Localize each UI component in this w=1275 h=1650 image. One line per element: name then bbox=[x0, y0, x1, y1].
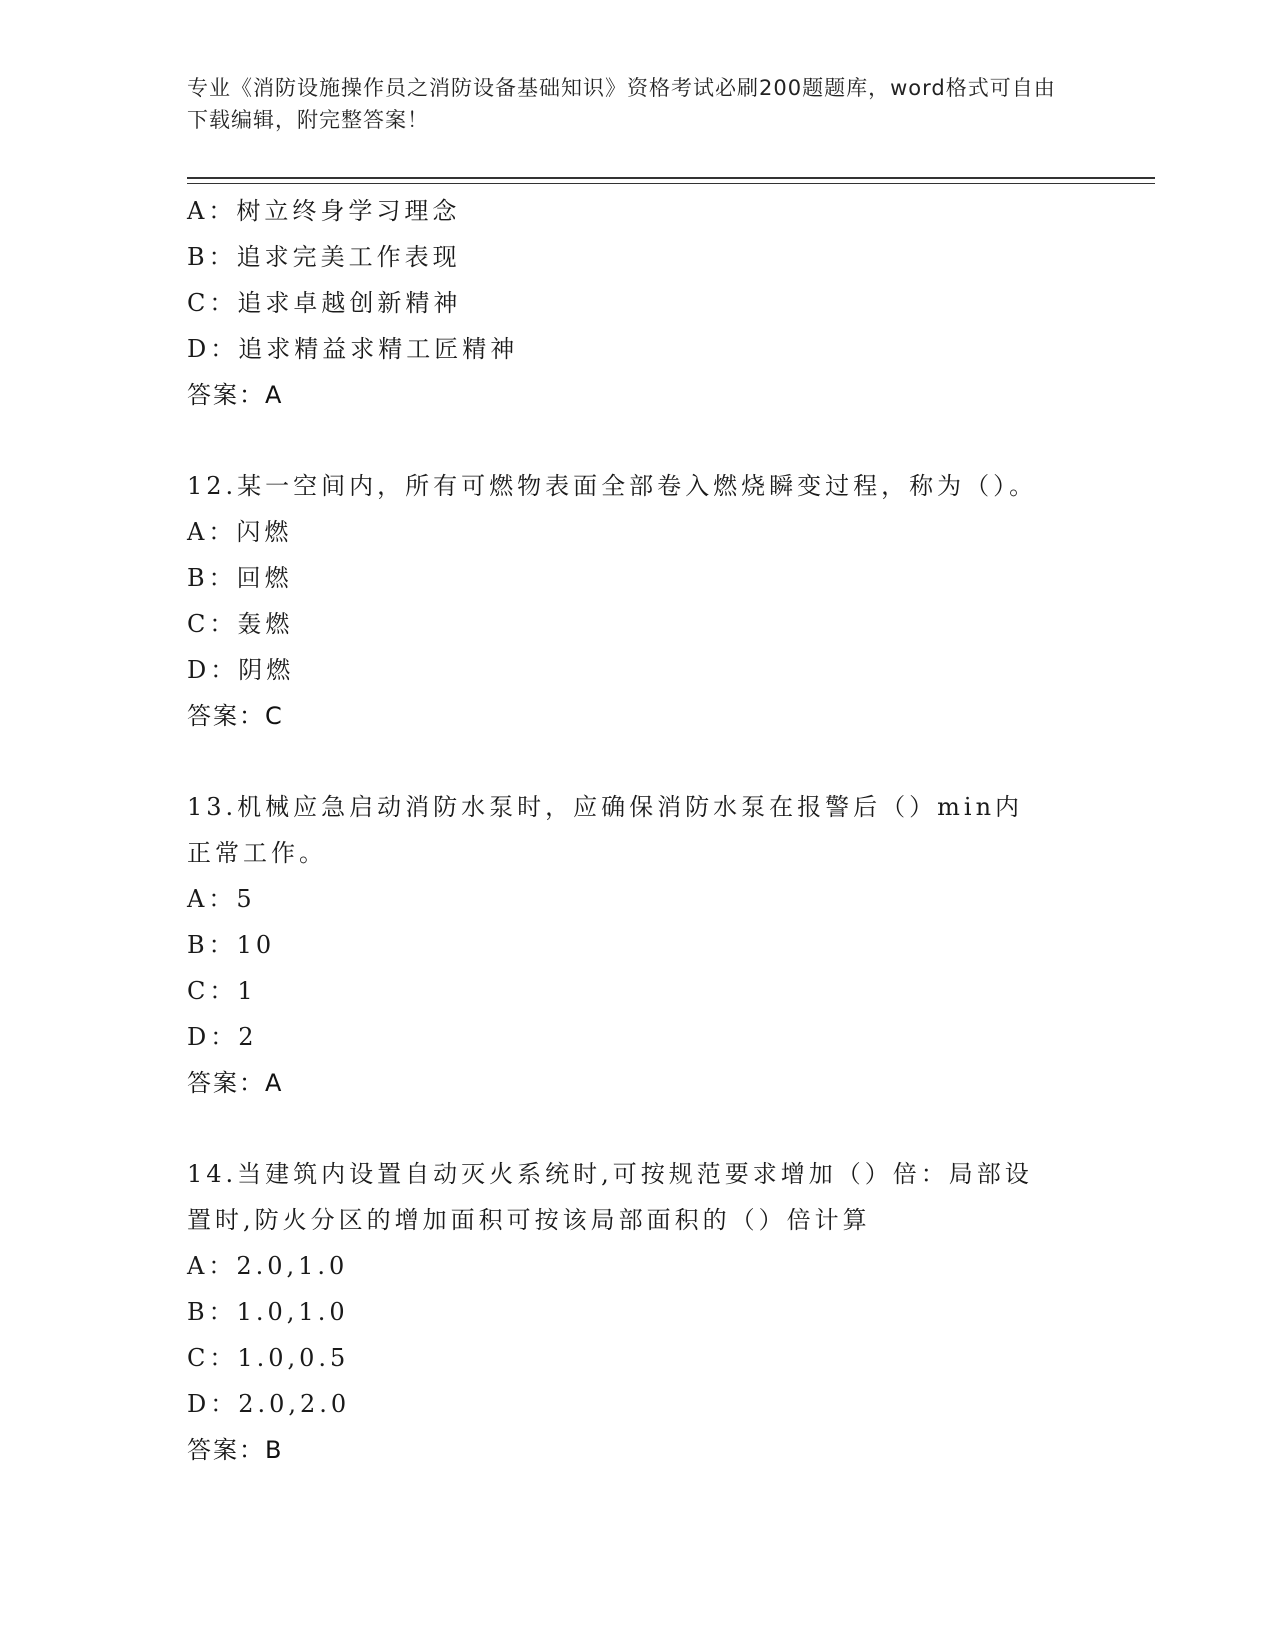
answer-label: 答案：B bbox=[187, 1436, 284, 1464]
header-divider bbox=[187, 177, 1155, 179]
document-header: 专业《消防设施操作员之消防设备基础知识》资格考试必刷200题题库，word格式可自由下载编辑，附完整答案！ bbox=[187, 76, 1056, 132]
option-d: D：2 bbox=[187, 1023, 258, 1051]
option-b: B：追求完美工作表现 bbox=[187, 243, 461, 271]
option-d: D：阴燃 bbox=[187, 656, 295, 684]
header-divider-thin bbox=[187, 183, 1155, 184]
option-a: A：5 bbox=[187, 885, 256, 913]
answer-label: 答案：C bbox=[187, 702, 284, 730]
answer-label: 答案：A bbox=[187, 1069, 284, 1097]
question-text: 12.某一空间内，所有可燃物表面全部卷入燃烧瞬变过程，称为（）。 bbox=[187, 472, 1038, 500]
question-block-12 bbox=[187, 463, 1087, 739]
option-a: A：树立终身学习理念 bbox=[187, 197, 461, 225]
question-text: 13.机械应急启动消防水泵时，应确保消防水泵在报警后（）min内正常工作。 bbox=[187, 793, 1024, 867]
option-a: A：2.0,1.0 bbox=[187, 1252, 349, 1280]
question-block-14 bbox=[187, 1151, 1087, 1473]
option-d: D：2.0,2.0 bbox=[187, 1390, 351, 1418]
question-list bbox=[187, 188, 1087, 1473]
option-c: C：1.0,0.5 bbox=[187, 1344, 350, 1372]
option-d: D：追求精益求精工匠精神 bbox=[187, 335, 519, 363]
option-c: C：轰燃 bbox=[187, 610, 294, 638]
question-block-11 bbox=[187, 188, 1087, 418]
option-c: C：1 bbox=[187, 977, 257, 1005]
option-b: B：10 bbox=[187, 931, 276, 959]
question-block-13 bbox=[187, 784, 1087, 1106]
option-b: B：回燃 bbox=[187, 564, 293, 592]
option-a: A：闪燃 bbox=[187, 518, 293, 546]
option-c: C：追求卓越创新精神 bbox=[187, 289, 462, 317]
question-text: 14.当建筑内设置自动灭火系统时,可按规范要求增加（）倍：局部设置时,防火分区的增加面积可按该局部面积的（）倍计算 bbox=[187, 1160, 1033, 1234]
option-b: B：1.0,1.0 bbox=[187, 1298, 349, 1326]
answer-label: 答案：A bbox=[187, 381, 284, 409]
